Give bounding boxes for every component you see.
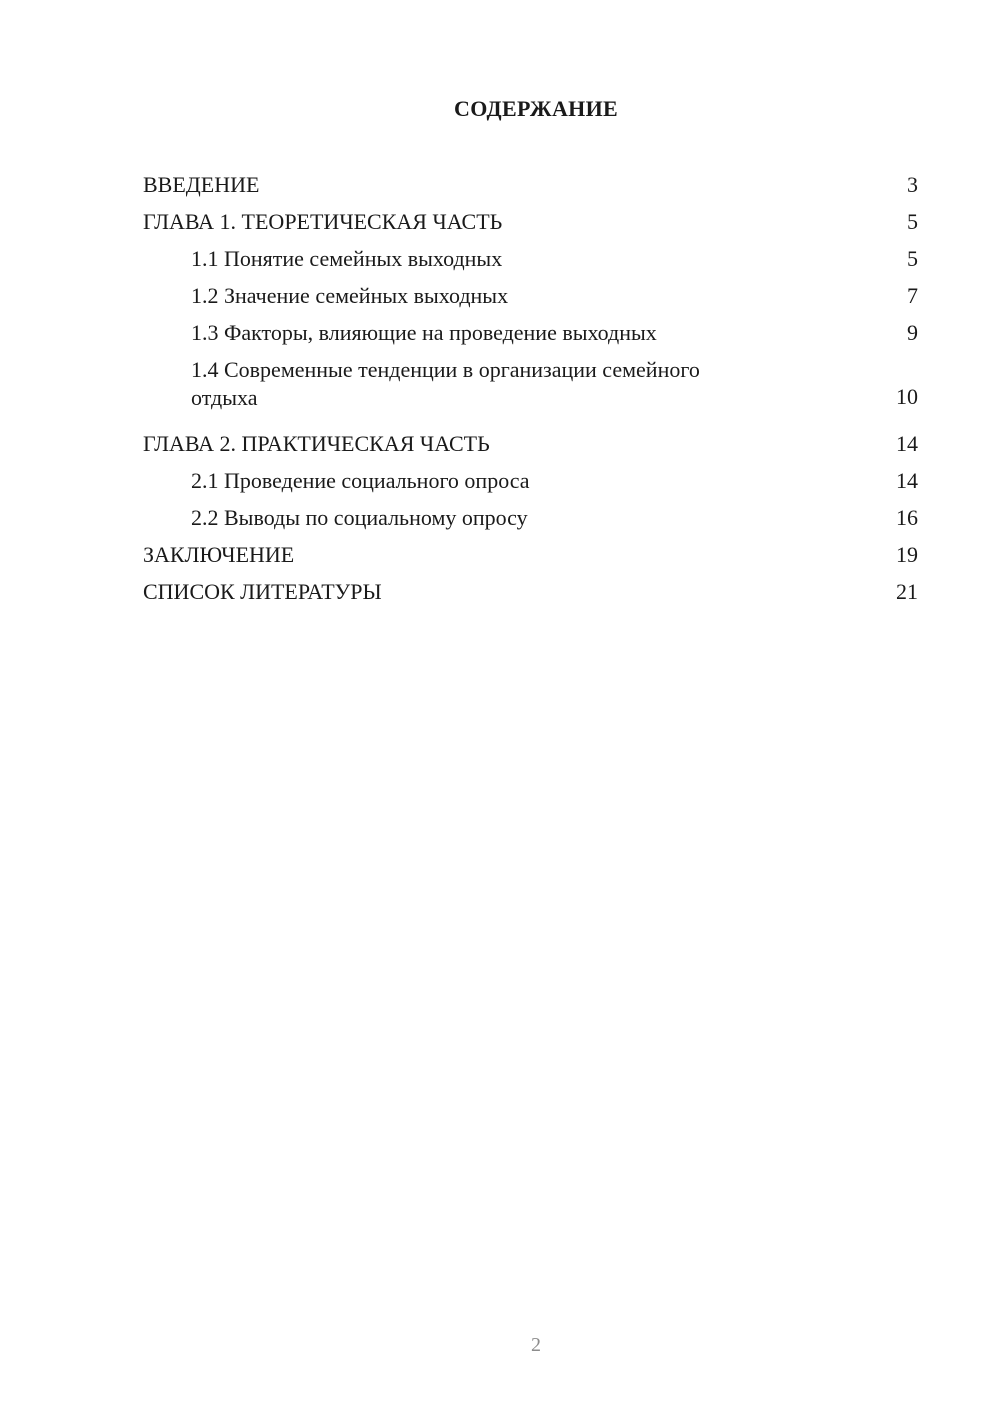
toc-entry-section-1-2[interactable] [143, 281, 918, 318]
toc-entry-section-2-2[interactable] [143, 503, 918, 540]
toc-entry-title: 2.1 Проведение социального опроса [191, 468, 530, 493]
toc-entry-title: СПИСОК ЛИТЕРАТУРЫ [143, 579, 382, 604]
toc-entry-page: 5 [907, 246, 918, 271]
toc-entry-page: 3 [907, 172, 918, 197]
toc-entry-page: 19 [896, 542, 918, 567]
toc-entry-page: 9 [907, 320, 918, 345]
toc-entry-title: ЗАКЛЮЧЕНИЕ [143, 542, 295, 567]
page-number: 2 [531, 1334, 541, 1356]
toc-entry-title: 1.4 Современные тенденции в организации семейного отдыха [191, 357, 700, 410]
toc-entry-page: 7 [907, 283, 918, 308]
toc-entry-title: 1.2 Значение семейных выходных [191, 283, 509, 308]
toc-entry-title: ВВЕДЕНИЕ [143, 172, 260, 197]
toc-entry-title: 1.3 Факторы, влияющие на проведение выходных [191, 320, 657, 345]
toc-entry-title: ГЛАВА 2. ПРАКТИЧЕСКАЯ ЧАСТЬ [143, 431, 490, 456]
toc-entry-page: 14 [896, 431, 918, 456]
toc-entry-chapter-2[interactable] [143, 429, 918, 466]
toc-entry-title: 1.1 Понятие семейных выходных [191, 246, 503, 271]
toc-entry-chapter-1[interactable] [143, 207, 918, 244]
toc-entry-introduction[interactable] [143, 170, 918, 207]
toc-entry-page: 16 [896, 505, 918, 530]
toc-entry-section-1-3[interactable] [143, 318, 918, 355]
toc-entry-title: 2.2 Выводы по социальному опросу [191, 505, 528, 530]
toc-entry-page: 10 [896, 384, 918, 409]
toc-entry-section-1-4[interactable] [143, 355, 918, 429]
toc-heading: СОДЕРЖАНИЕ [454, 96, 618, 121]
toc-entry-page: 14 [896, 468, 918, 493]
toc-entry-page: 5 [907, 209, 918, 234]
toc-entry-section-2-1[interactable] [143, 466, 918, 503]
table-of-contents [143, 170, 918, 614]
toc-entry-title: ГЛАВА 1. ТЕОРЕТИЧЕСКАЯ ЧАСТЬ [143, 209, 503, 234]
toc-entry-conclusion[interactable] [143, 540, 918, 577]
toc-entry-references[interactable] [143, 577, 918, 614]
toc-entry-section-1-1[interactable] [143, 244, 918, 281]
toc-entry-page: 21 [896, 579, 918, 604]
